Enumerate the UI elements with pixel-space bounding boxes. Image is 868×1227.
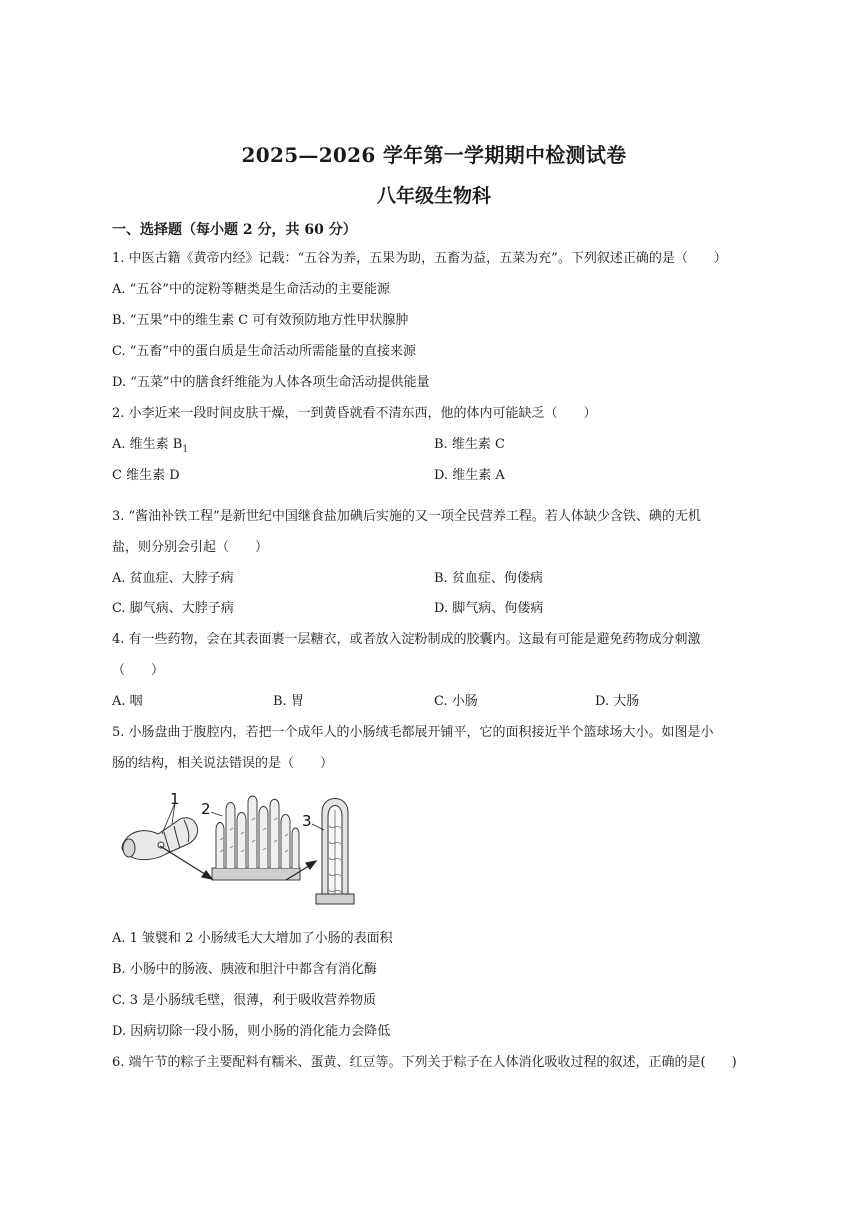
q5-option-d: D. 因病切除一段小肠，则小肠的消化能力会降低 [112,1024,391,1039]
q4-option-c: C. 小肠 [434,694,478,709]
q3-option-c: C. 脚气病、大脖子病 [112,601,234,616]
q4-stem-line2: （ ） [112,663,165,678]
q3-option-d: D. 脚气病、佝偻病 [434,601,544,616]
q3-option-a: A. 贫血症、大脖子病 [112,571,234,586]
q5-option-a: A. 1 皱襞和 2 小肠绒毛大大增加了小肠的表面积 [112,931,393,946]
q4-stem-line1: 4. 有一些药物，会在其表面裹一层糖衣，或者放入淀粉制成的胶囊内。这最有可能是避免药物成分刺激 [112,632,701,647]
q2-option-a-subscript: 1 [182,444,189,455]
q2-option-b: B. 维生素 C [434,437,505,452]
section-heading: 一、选择题（每小题 2 分，共 60 分） [112,222,357,238]
q1-option-b: B. “五果”中的维生素 C 可有效预防地方性甲状腺肿 [112,313,409,328]
q4-option-b: B. 胃 [273,694,304,709]
q3-option-b: B. 贫血症、佝偻病 [434,571,543,586]
small-intestine-figure [116,790,366,910]
figure-label-2: 2 [201,800,211,818]
exam-title: 2025—2026 学年第一学期期中检测试卷 [241,143,627,167]
q2-option-a-text: A. 维生素 B [112,437,183,452]
q2-option-d: D. 维生素 A [434,468,505,483]
figure-label-3: 3 [302,812,312,830]
q2-option-c: C 维生素 D [112,468,180,483]
q1-option-a: A. “五谷”中的淀粉等糖类是生命活动的主要能源 [112,282,390,297]
q2-stem: 2. 小李近来一段时间皮肤干燥，一到黄昏就看不清东西，他的体内可能缺乏（ ） [112,406,597,421]
q2-option-a [112,436,188,459]
figure-label-1: 1 [170,790,180,808]
q3-stem-line1: 3. “酱油补铁工程”是新世纪中国继食盐加碘后实施的又一项全民营养工程。若人体缺少含铁、碘的无机 [112,509,701,524]
q4-option-a: A. 咽 [112,694,143,709]
exam-subtitle: 八年级生物科 [376,185,491,207]
q5-option-c: C. 3 是小肠绒毛壁，很薄，利于吸收营养物质 [112,993,377,1008]
villus-detail-drawing [316,799,354,905]
q5-option-b: B. 小肠中的肠液、胰液和胆汁中都含有消化酶 [112,962,377,977]
q5-stem-line1: 5. 小肠盘曲于腹腔内，若把一个成年人的小肠绒毛都展开铺平，它的面积接近半个篮球场大小。如图是小 [112,725,714,740]
q4-option-d: D. 大肠 [595,694,640,709]
intestine-tube-drawing [122,818,198,860]
q1-option-c: C. “五畜”中的蛋白质是生命活动所需能量的直接来源 [112,344,417,359]
q1-option-d: D. “五菜”中的膳食纤维能为人体各项生命活动提供能量 [112,375,430,390]
q6-stem: 6. 端午节的粽子主要配料有糯米、蛋黄、红豆等。下列关于粽子在人体消化吸收过程的叙述，正确的是( ) [112,1055,737,1070]
villi-block-drawing [212,796,300,880]
q5-stem-line2: 肠的结构，相关说法错误的是（ ） [112,756,334,771]
q1-stem: 1. 中医古籍《黄帝内经》记载：“五谷为养，五果为助，五畜为益，五菜为充”。下列叙述正确的是（ ） [112,251,727,266]
q3-stem-line2: 盐，则分别会引起（ ） [112,540,269,555]
